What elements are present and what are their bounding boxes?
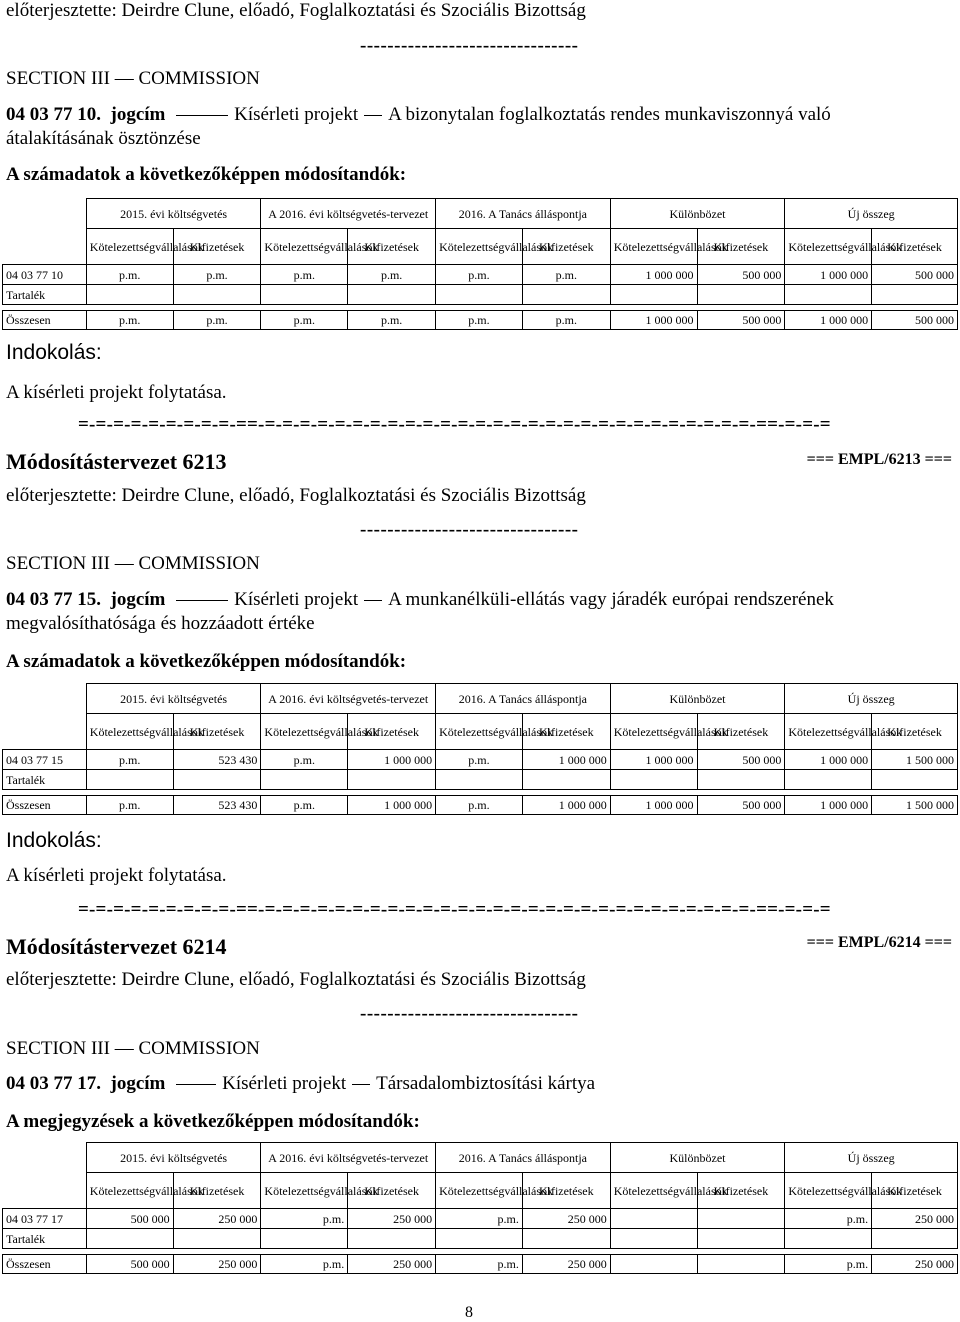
- header-commitments: Kötelezettségvállalások: [261, 229, 348, 265]
- budget-line-title-cont: átalakításának ösztönzése: [6, 128, 201, 149]
- table-row: [3, 265, 958, 285]
- header-payments: Kifizetések: [697, 1173, 785, 1209]
- table-cell: [522, 1229, 610, 1249]
- table-cell: 1 000 000: [610, 750, 697, 770]
- table-cell: 1 000 000: [785, 750, 872, 770]
- table-cell: 250 000: [522, 1255, 610, 1274]
- header-council-position: 2016. A Tanács álláspontja: [436, 199, 611, 229]
- table-cell: p.m.: [436, 311, 523, 330]
- submitted-by: előterjesztette: Deirdre Clune, előadó, Foglalkoztatási és Szociális Bizottság: [6, 485, 586, 506]
- header-payments: Kifizetések: [872, 714, 958, 750]
- table-cell: 1 000 000: [610, 265, 697, 285]
- header-payments: Kifizetések: [872, 1173, 958, 1209]
- table-cell: 1 000 000: [522, 750, 610, 770]
- table-cell: [697, 1209, 785, 1229]
- table-cell: p.m.: [348, 265, 436, 285]
- header-payments: Kifizetések: [173, 229, 261, 265]
- header-2016-draft: A 2016. évi költségvetés-tervezet: [261, 684, 436, 714]
- table-row: [3, 750, 958, 770]
- budget-line-number: 04 03 77 10.: [6, 104, 101, 125]
- table-row: [3, 285, 958, 305]
- table-cell: [86, 1229, 173, 1249]
- header-2015-budget: 2015. évi költségvetés: [86, 1143, 261, 1173]
- table-cell: 1 000 000: [785, 265, 872, 285]
- table-cell: 1 500 000: [872, 750, 958, 770]
- table-cell: [697, 1229, 785, 1249]
- budget-table-2: [2, 683, 958, 815]
- header-commitments: Kötelezettségvállalások: [610, 1173, 697, 1209]
- header-2015-budget: 2015. évi költségvetés: [86, 684, 261, 714]
- budget-line-jogcim: jogcím: [110, 589, 166, 610]
- submitted-by: előterjesztette: Deirdre Clune, előadó, Foglalkoztatási és Szociális Bizottság: [6, 0, 586, 21]
- dash-divider: --------------------------------: [360, 1003, 579, 1024]
- table-row: [3, 1209, 958, 1229]
- header-payments: Kifizetések: [348, 1173, 436, 1209]
- table-cell: 500 000: [86, 1209, 173, 1229]
- amendment-reference: === EMPL/6214 ===: [806, 934, 952, 951]
- budget-line-jogcim: jogcím: [110, 1073, 166, 1094]
- table-cell: [348, 770, 436, 790]
- table-cell: [610, 1229, 697, 1249]
- table-cell: p.m.: [261, 1209, 348, 1229]
- header-new-amount: Új összeg: [785, 1143, 958, 1173]
- amendment-title: Módosítástervezet 6213: [6, 449, 227, 474]
- header-difference: Különbözet: [610, 1143, 785, 1173]
- table-cell: [261, 770, 348, 790]
- table-cell: [872, 285, 958, 305]
- header-payments: Kifizetések: [697, 229, 785, 265]
- row-label: 04 03 77 17: [3, 1209, 87, 1229]
- budget-table-3: [2, 1142, 958, 1274]
- table-row: [3, 1255, 958, 1274]
- dash-divider: --------------------------------: [360, 35, 579, 56]
- table-cell: [522, 285, 610, 305]
- row-label: Összesen: [3, 796, 87, 815]
- table-cell: 1 000 000: [785, 796, 872, 815]
- header-payments: Kifizetések: [697, 714, 785, 750]
- dash-divider: --------------------------------: [360, 519, 579, 540]
- table-cell: 500 000: [697, 750, 785, 770]
- table-row: [3, 1229, 958, 1249]
- table-cell: [173, 1229, 261, 1249]
- table-cell: p.m.: [86, 265, 173, 285]
- budget-line-type: Kísérleti projekt: [234, 589, 359, 610]
- table-cell: p.m.: [436, 265, 523, 285]
- table-cell: p.m.: [261, 265, 348, 285]
- header-2016-draft: A 2016. évi költségvetés-tervezet: [261, 199, 436, 229]
- section-label: SECTION III — COMMISSION: [6, 553, 260, 574]
- table-cell: p.m.: [173, 265, 261, 285]
- budget-line-title-cont: megvalósíthatósága és hozzáadott értéke: [6, 613, 315, 634]
- budget-line-type: Kísérleti projekt: [222, 1073, 347, 1094]
- section-label: SECTION III — COMMISSION: [6, 1038, 260, 1059]
- table-cell: p.m.: [86, 796, 173, 815]
- header-commitments: Kötelezettségvállalások: [785, 1173, 872, 1209]
- row-label: Összesen: [3, 1255, 87, 1274]
- table-cell: 1 000 000: [348, 750, 436, 770]
- header-new-amount: Új összeg: [785, 684, 958, 714]
- table-cell: [697, 1255, 785, 1274]
- header-payments: Kifizetések: [872, 229, 958, 265]
- amendment-separator: =-=-=-=-=-=-=-=-=-==-=-=-=-=-=-=-=-=-=-=-=-=-=-=-=-=-=-=-=-=-=-=-=-=-=-=-=-=-==-=-=-=: [78, 414, 831, 435]
- table-cell: 250 000: [348, 1209, 436, 1229]
- budget-line-heading: [6, 1073, 946, 1095]
- justification-heading: Indokolás:: [6, 341, 102, 364]
- table-cell: 523 430: [173, 750, 261, 770]
- budget-line-title: A munkanélküli-ellátás vagy járadék európai rendszerének: [388, 589, 834, 610]
- header-difference: Különbözet: [610, 684, 785, 714]
- amendment-separator: =-=-=-=-=-=-=-=-=-==-=-=-=-=-=-=-=-=-=-=-=-=-=-=-=-=-=-=-=-=-=-=-=-=-=-=-=-=-==-=-=-=: [78, 899, 831, 920]
- header-commitments: Kötelezettségvállalások: [261, 1173, 348, 1209]
- table-cell: p.m.: [348, 311, 436, 330]
- table-cell: 500 000: [697, 265, 785, 285]
- table-cell: p.m.: [436, 1255, 523, 1274]
- header-new-amount: Új összeg: [785, 199, 958, 229]
- header-commitments: Kötelezettségvállalások: [610, 714, 697, 750]
- table-cell: p.m.: [522, 311, 610, 330]
- header-2015-budget: 2015. évi költségvetés: [86, 199, 261, 229]
- table-cell: p.m.: [785, 1209, 872, 1229]
- row-label: Tartalék: [3, 285, 87, 305]
- table-cell: 1 000 000: [610, 311, 697, 330]
- header-commitments: Kötelezettségvállalások: [436, 714, 523, 750]
- header-commitments: Kötelezettségvállalások: [785, 229, 872, 265]
- table-cell: 250 000: [173, 1255, 261, 1274]
- table-cell: [261, 1229, 348, 1249]
- table-cell: p.m.: [261, 1255, 348, 1274]
- table-cell: 250 000: [173, 1209, 261, 1229]
- table-cell: [872, 1229, 958, 1249]
- table-cell: 500 000: [697, 796, 785, 815]
- table-cell: 523 430: [173, 796, 261, 815]
- section-label: SECTION III — COMMISSION: [6, 68, 260, 89]
- page-number: 8: [465, 1304, 473, 1321]
- table-cell: [86, 770, 173, 790]
- table-cell: p.m.: [261, 796, 348, 815]
- table-cell: [436, 285, 523, 305]
- header-commitments: Kötelezettségvállalások: [86, 1173, 173, 1209]
- table-cell: [261, 285, 348, 305]
- table-cell: [522, 770, 610, 790]
- header-commitments: Kötelezettségvállalások: [785, 714, 872, 750]
- justification-text: A kísérleti projekt folytatása.: [6, 382, 227, 403]
- table-cell: 1 500 000: [872, 796, 958, 815]
- header-payments: Kifizetések: [522, 229, 610, 265]
- row-label: Tartalék: [3, 770, 87, 790]
- table-cell: p.m.: [86, 311, 173, 330]
- budget-line-heading: [6, 589, 946, 611]
- table-cell: 500 000: [86, 1255, 173, 1274]
- row-label: 04 03 77 15: [3, 750, 87, 770]
- table-cell: 250 000: [872, 1209, 958, 1229]
- header-payments: Kifizetések: [522, 714, 610, 750]
- table-cell: p.m.: [436, 1209, 523, 1229]
- table-cell: [610, 1209, 697, 1229]
- header-commitments: Kötelezettségvállalások: [261, 714, 348, 750]
- table-cell: p.m.: [261, 311, 348, 330]
- table-cell: [86, 285, 173, 305]
- table-cell: [697, 770, 785, 790]
- table-cell: 1 000 000: [610, 796, 697, 815]
- header-council-position: 2016. A Tanács álláspontja: [436, 1143, 611, 1173]
- header-commitments: Kötelezettségvállalások: [86, 229, 173, 265]
- header-payments: Kifizetések: [173, 714, 261, 750]
- submitted-by: előterjesztette: Deirdre Clune, előadó, Foglalkoztatási és Szociális Bizottság: [6, 969, 586, 990]
- table-cell: p.m.: [436, 796, 523, 815]
- table-cell: [348, 1229, 436, 1249]
- row-label: Tartalék: [3, 1229, 87, 1249]
- table-cell: 250 000: [872, 1255, 958, 1274]
- justification-heading: Indokolás:: [6, 829, 102, 852]
- table-cell: 500 000: [697, 311, 785, 330]
- instruction: A megjegyzések a következőképpen módosítandók:: [6, 1111, 420, 1132]
- amendment-reference: === EMPL/6213 ===: [806, 451, 952, 468]
- budget-line-number: 04 03 77 15.: [6, 589, 101, 610]
- header-commitments: Kötelezettségvállalások: [436, 1173, 523, 1209]
- header-commitments: Kötelezettségvállalások: [610, 229, 697, 265]
- table-cell: 1 000 000: [785, 311, 872, 330]
- table-cell: [785, 285, 872, 305]
- table-cell: 1 000 000: [348, 796, 436, 815]
- header-difference: Különbözet: [610, 199, 785, 229]
- header-2016-draft: A 2016. évi költségvetés-tervezet: [261, 1143, 436, 1173]
- table-cell: [697, 285, 785, 305]
- row-label: Összesen: [3, 311, 87, 330]
- table-cell: [173, 770, 261, 790]
- table-cell: p.m.: [522, 265, 610, 285]
- table-cell: [436, 1229, 523, 1249]
- table-cell: 250 000: [348, 1255, 436, 1274]
- budget-line-title: Társadalombiztosítási kártya: [376, 1073, 596, 1094]
- table-row: [3, 311, 958, 330]
- header-payments: Kifizetések: [173, 1173, 261, 1209]
- table-cell: [348, 285, 436, 305]
- table-cell: [610, 285, 697, 305]
- table-row: [3, 770, 958, 790]
- header-payments: Kifizetések: [348, 714, 436, 750]
- instruction: A számadatok a következőképpen módosítandók:: [6, 164, 407, 185]
- table-cell: p.m.: [86, 750, 173, 770]
- table-cell: [785, 770, 872, 790]
- table-cell: 500 000: [872, 311, 958, 330]
- table-cell: p.m.: [785, 1255, 872, 1274]
- budget-table-1: [2, 198, 958, 330]
- table-cell: 1 000 000: [522, 796, 610, 815]
- row-label: 04 03 77 10: [3, 265, 87, 285]
- amendment-title: Módosítástervezet 6214: [6, 934, 227, 959]
- table-cell: p.m.: [173, 311, 261, 330]
- header-payments: Kifizetések: [522, 1173, 610, 1209]
- table-cell: 500 000: [872, 265, 958, 285]
- budget-line-jogcim: jogcím: [110, 104, 166, 125]
- table-cell: [436, 770, 523, 790]
- table-cell: [173, 285, 261, 305]
- table-row: [3, 796, 958, 815]
- budget-line-number: 04 03 77 17.: [6, 1073, 101, 1094]
- header-council-position: 2016. A Tanács álláspontja: [436, 684, 611, 714]
- table-cell: [872, 770, 958, 790]
- header-payments: Kifizetések: [348, 229, 436, 265]
- budget-line-heading: [6, 104, 946, 126]
- table-cell: 250 000: [522, 1209, 610, 1229]
- table-cell: [610, 1255, 697, 1274]
- budget-line-type: Kísérleti projekt: [234, 104, 359, 125]
- justification-text: A kísérleti projekt folytatása.: [6, 865, 227, 886]
- instruction: A számadatok a következőképpen módosítandók:: [6, 651, 407, 672]
- table-cell: [610, 770, 697, 790]
- budget-line-title: A bizonytalan foglalkoztatás rendes munkaviszonnyá való: [388, 104, 831, 125]
- table-cell: p.m.: [436, 750, 523, 770]
- table-cell: p.m.: [261, 750, 348, 770]
- table-cell: [785, 1229, 872, 1249]
- header-commitments: Kötelezettségvállalások: [436, 229, 523, 265]
- header-commitments: Kötelezettségvállalások: [86, 714, 173, 750]
